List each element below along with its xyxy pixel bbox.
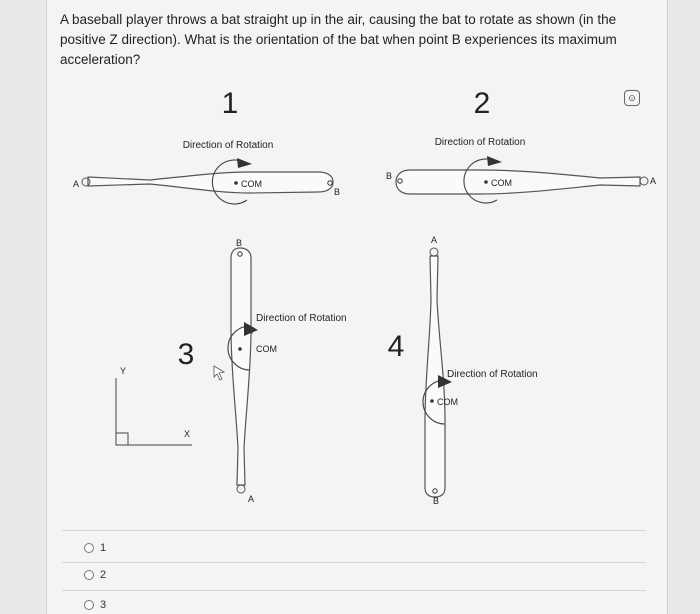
rotation-label-2: Direction of Rotation (434, 137, 526, 148)
bat-1-point-b: B (334, 187, 341, 197)
bat-2-point-a: A (650, 176, 657, 186)
bat-1-outline (88, 172, 333, 193)
question-text: A baseball player throws a bat straight up in the air, causing the bat to rotate as shown (in the positive Z direction). What is the orientation of the bat when point B experiences its maximum acceleration? (60, 12, 617, 67)
rotation-label-3: Direction of Rotation (256, 313, 347, 324)
com-dot-2 (484, 180, 488, 184)
divider-2 (62, 590, 646, 591)
focus-expand-icon[interactable]: ⊙ (624, 90, 640, 106)
rotation-arrow-2 (487, 156, 502, 166)
divider-1 (62, 562, 646, 563)
com-dot-1 (234, 181, 238, 185)
bat-4-outline (425, 256, 445, 497)
axis-x-label: X (184, 429, 191, 439)
divider-top (62, 530, 646, 531)
option-1[interactable] (84, 540, 106, 556)
figure-label-4: 4 (387, 330, 405, 363)
bat-3-point-b: B (236, 238, 243, 248)
com-label-2: COM (491, 178, 512, 188)
com-dot-4 (430, 399, 434, 403)
bat-1-point-a: A (73, 179, 80, 189)
bat-2-point-b: B (386, 171, 393, 181)
com-label-4: COM (437, 397, 458, 407)
bat-2-knob (640, 177, 648, 185)
option-2-radio[interactable] (84, 570, 94, 580)
rotation-label-1: Direction of Rotation (182, 140, 274, 151)
figure-label-2: 2 (473, 87, 491, 120)
cursor-pointer-icon (214, 366, 224, 380)
com-dot-3 (238, 347, 242, 351)
option-2[interactable] (84, 567, 106, 583)
option-3-radio[interactable] (84, 600, 94, 610)
bat-2-outline (396, 170, 640, 194)
option-3-label: 3 (100, 599, 107, 611)
bat-4-point-b: B (433, 496, 440, 506)
bat-3-point-a: A (248, 494, 255, 504)
option-3[interactable] (84, 597, 106, 613)
com-label-3: COM (256, 344, 277, 354)
rotation-arrow-1 (237, 158, 252, 168)
bat-4-knob (430, 248, 438, 256)
figure-label-3: 3 (177, 338, 195, 371)
origin-box (116, 433, 128, 445)
option-1-label: 1 (100, 542, 107, 554)
bat-4-point-a: A (431, 235, 438, 245)
option-1-radio[interactable] (84, 543, 94, 553)
figure-label-1: 1 (221, 87, 239, 120)
option-2-label: 2 (100, 569, 107, 581)
axis-y-label: Y (120, 366, 127, 376)
com-label-1: COM (241, 179, 262, 189)
bat-3-knob (237, 485, 245, 493)
bat-3-outline (231, 248, 251, 485)
rotation-label-4: Direction of Rotation (447, 369, 538, 380)
